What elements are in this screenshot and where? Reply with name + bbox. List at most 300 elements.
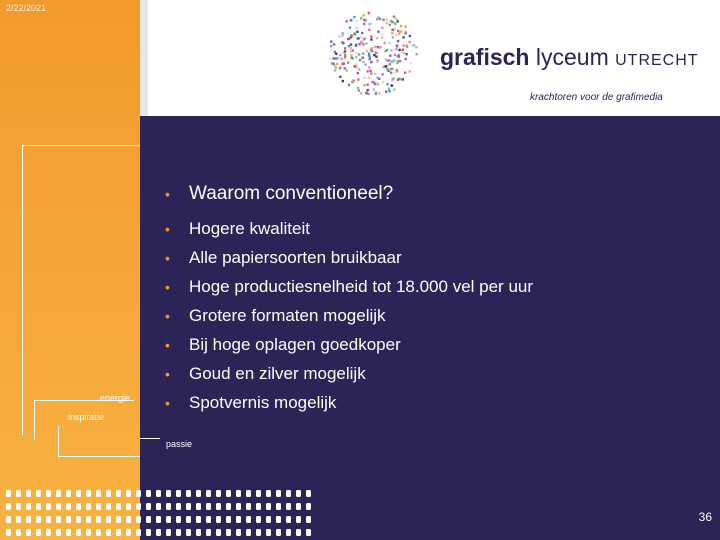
logo-dot	[391, 79, 393, 81]
list-item	[165, 330, 533, 359]
decor-word-inspiratie: inspiratie	[68, 412, 105, 422]
logo-dot	[363, 77, 365, 79]
list-item	[165, 388, 533, 417]
logo-dot	[384, 42, 386, 44]
pattern-dot	[256, 529, 261, 536]
logo-dot	[394, 28, 396, 30]
logo-dot	[396, 69, 398, 71]
logo-dot	[405, 58, 407, 60]
logo-dot	[405, 53, 407, 55]
pattern-dot	[236, 503, 241, 510]
logo-dot	[390, 72, 392, 74]
logo-dot	[406, 45, 408, 47]
pattern-dot	[116, 516, 121, 523]
logo-dot	[378, 92, 380, 94]
pattern-dot	[16, 503, 21, 510]
pattern-dot	[246, 529, 251, 536]
logo-dot	[390, 49, 392, 51]
pattern-dot	[196, 503, 201, 510]
logo-dot	[347, 38, 349, 40]
logo-dot	[394, 54, 396, 56]
logo-dot	[379, 46, 381, 48]
logo-dot	[366, 70, 368, 72]
list-item-text: Bij hoge oplagen goedkoper	[189, 334, 401, 354]
pattern-dot	[166, 490, 171, 497]
logo-dot	[366, 93, 368, 95]
logo-dot	[386, 49, 388, 51]
pattern-dot	[166, 529, 171, 536]
pattern-dot	[66, 529, 71, 536]
pattern-dot	[126, 516, 131, 523]
pattern-dot	[146, 490, 151, 497]
logo-dot	[391, 21, 393, 23]
logo-dot	[358, 53, 360, 55]
logo-dot	[382, 81, 384, 83]
pattern-dot	[276, 516, 281, 523]
logo-dot	[356, 20, 358, 22]
logo-dot	[388, 42, 390, 44]
logo-dot	[405, 25, 407, 27]
logo-dot	[357, 72, 359, 74]
pattern-dot	[296, 503, 301, 510]
logo-dot	[347, 62, 349, 64]
pattern-dot	[196, 516, 201, 523]
pattern-dot	[296, 516, 301, 523]
pattern-dot	[56, 516, 61, 523]
logo-dot	[376, 18, 378, 20]
logo-dot	[341, 34, 343, 36]
logo-dot	[400, 25, 402, 27]
logo-dot	[375, 56, 377, 58]
logo-dot	[368, 77, 370, 79]
logo-dot	[397, 40, 399, 42]
pattern-dot	[76, 490, 81, 497]
bullet-icon: •	[165, 336, 170, 353]
pattern-dot	[46, 516, 51, 523]
logo-dot	[370, 72, 372, 74]
logo-dot	[395, 34, 397, 36]
pattern-dot	[226, 490, 231, 497]
pattern-dot	[246, 516, 251, 523]
decor-line	[22, 145, 140, 146]
pattern-dot	[56, 529, 61, 536]
logo-dot	[377, 31, 379, 33]
logo-dot	[337, 57, 339, 59]
logo-dot	[344, 50, 346, 52]
logo-dot	[373, 54, 375, 56]
logo-dot	[369, 23, 371, 25]
logo-dot	[358, 89, 360, 91]
logo-dot	[382, 19, 384, 21]
pattern-dot	[36, 490, 41, 497]
logo-dot	[361, 32, 363, 34]
logo-dot	[342, 80, 344, 82]
logo-dot	[381, 37, 383, 39]
logo-city: UTRECHT	[615, 52, 699, 69]
logo-dot	[391, 61, 393, 63]
decor-line	[58, 456, 140, 457]
logo-dot	[410, 62, 412, 64]
logo-wordmark	[440, 44, 699, 71]
page-number: 36	[698, 510, 712, 524]
logo-dot	[391, 32, 393, 34]
logo-dot	[364, 63, 366, 65]
pattern-dot	[136, 516, 141, 523]
pattern-dot	[246, 490, 251, 497]
pattern-dot	[286, 529, 291, 536]
logo-dot	[341, 32, 343, 34]
logo-dot	[374, 46, 376, 48]
logo-dot	[356, 27, 358, 29]
logo-dot	[392, 36, 394, 38]
logo-dot	[343, 57, 345, 59]
logo-dot	[410, 44, 412, 46]
pattern-dot	[276, 490, 281, 497]
logo-dot	[395, 48, 397, 50]
pattern-dot	[136, 529, 141, 536]
logo-dot	[395, 18, 397, 20]
pattern-dot	[146, 529, 151, 536]
logo-dot	[358, 68, 360, 70]
logo-dot	[354, 65, 356, 67]
logo-dot	[333, 64, 335, 66]
logo-name-regular: lyceum	[535, 44, 609, 70]
pattern-dot	[6, 529, 11, 536]
decor-word-passie: passie	[166, 439, 193, 449]
pattern-dot	[6, 490, 11, 497]
pattern-dot	[66, 490, 71, 497]
pattern-dot	[106, 503, 111, 510]
pattern-dot	[116, 529, 121, 536]
logo-dot	[376, 76, 378, 78]
bullet-icon: •	[165, 220, 170, 237]
pattern-dot	[176, 529, 181, 536]
logo-dot	[400, 30, 402, 32]
pattern-dot	[256, 503, 261, 510]
logo-dot	[348, 84, 350, 86]
pattern-dot	[206, 516, 211, 523]
logo-dot	[415, 46, 417, 48]
bullet-icon: •	[165, 394, 170, 411]
logo-dot	[370, 38, 372, 40]
pattern-dot	[146, 516, 151, 523]
logo	[310, 0, 720, 116]
logo-dot	[369, 57, 371, 59]
bullet-icon: •	[165, 278, 170, 295]
slide-date: 2/22/2021	[6, 3, 47, 13]
list-item-text: Hoge productiesnelheid tot 18.000 vel per uur	[189, 276, 534, 296]
logo-dot	[376, 82, 378, 84]
pattern-dot	[96, 529, 101, 536]
pattern-dot	[296, 490, 301, 497]
logo-dot	[389, 55, 391, 57]
logo-dot	[338, 35, 340, 37]
pattern-dot	[46, 503, 51, 510]
pattern-dot	[276, 503, 281, 510]
pattern-dot	[196, 529, 201, 536]
logo-dot	[398, 33, 400, 35]
pattern-dot	[186, 503, 191, 510]
pattern-dot	[276, 529, 281, 536]
logo-dot	[409, 35, 411, 37]
logo-dot	[335, 66, 337, 68]
logo-dot	[377, 46, 379, 48]
logo-dot	[340, 58, 342, 60]
logo-dot	[402, 78, 404, 80]
pattern-dot	[246, 503, 251, 510]
pattern-dot	[106, 529, 111, 536]
list-item-text: Grotere formaten mogelijk	[189, 305, 386, 325]
logo-dot	[394, 23, 396, 25]
pattern-dot	[296, 529, 301, 536]
pattern-dot	[76, 529, 81, 536]
dot-cloud-icon	[310, 0, 440, 110]
pattern-dot	[266, 529, 271, 536]
pattern-dot	[306, 503, 311, 510]
logo-dot	[393, 71, 395, 73]
logo-dot	[350, 43, 352, 45]
pattern-dot	[236, 529, 241, 536]
logo-dot	[397, 79, 399, 81]
pattern-dot	[156, 516, 161, 523]
decor-line	[140, 438, 160, 439]
bullet-icon: •	[165, 365, 170, 382]
logo-dot	[362, 61, 364, 63]
pattern-dot	[176, 490, 181, 497]
pattern-dot	[56, 503, 61, 510]
logo-dot	[388, 88, 390, 90]
logo-dot	[387, 68, 389, 70]
logo-dot	[346, 69, 348, 71]
pattern-dot	[26, 490, 31, 497]
logo-dot	[371, 50, 373, 52]
pattern-dot	[206, 503, 211, 510]
logo-dot	[359, 59, 361, 61]
pattern-dot	[286, 490, 291, 497]
logo-dot	[368, 29, 370, 31]
pattern-dot	[36, 503, 41, 510]
logo-dot	[381, 27, 383, 29]
pattern-dot	[216, 503, 221, 510]
orange-side-panel	[0, 0, 140, 540]
logo-dot	[381, 33, 383, 35]
logo-name-bold: grafisch	[440, 44, 530, 70]
logo-dot	[368, 53, 370, 55]
logo-dot	[396, 44, 398, 46]
logo-dot	[376, 37, 378, 39]
logo-dot	[368, 12, 370, 14]
logo-dot	[386, 19, 388, 21]
pattern-dot	[106, 516, 111, 523]
pattern-dot	[96, 490, 101, 497]
pattern-dot	[216, 516, 221, 523]
logo-dot	[375, 93, 377, 95]
logo-dot	[363, 19, 365, 21]
list-item	[165, 272, 533, 301]
logo-dot	[386, 22, 388, 24]
logo-dot	[366, 89, 368, 91]
logo-dot	[391, 29, 393, 31]
logo-dot	[397, 20, 399, 22]
pattern-dot	[226, 516, 231, 523]
list-item	[165, 359, 533, 388]
logo-dot	[365, 42, 367, 44]
pattern-dot	[66, 516, 71, 523]
pattern-dot	[6, 503, 11, 510]
logo-dot	[334, 69, 336, 71]
logo-dot	[331, 62, 333, 64]
pattern-dot	[76, 516, 81, 523]
pattern-dot	[136, 490, 141, 497]
logo-dot	[409, 70, 411, 72]
logo-dot	[367, 84, 369, 86]
list-item-text: Alle papiersoorten bruikbaar	[189, 247, 402, 267]
logo-dot	[349, 47, 351, 49]
logo-dot	[330, 40, 332, 42]
pattern-dot	[226, 529, 231, 536]
logo-dot	[330, 49, 332, 51]
logo-dot	[355, 56, 357, 58]
pattern-dot	[26, 516, 31, 523]
logo-dot	[388, 59, 390, 61]
pattern-dot	[196, 490, 201, 497]
pattern-dot	[6, 516, 11, 523]
pattern-dot	[236, 516, 241, 523]
logo-dot	[339, 76, 341, 78]
pattern-dot	[306, 490, 311, 497]
logo-dot	[398, 55, 400, 57]
pattern-dot	[306, 529, 311, 536]
logo-dot	[385, 58, 387, 60]
logo-dot	[362, 52, 364, 54]
logo-dot	[389, 24, 391, 26]
logo-dot	[404, 32, 406, 34]
slide-content	[165, 180, 533, 417]
pattern-dot	[286, 503, 291, 510]
logo-dot	[374, 73, 376, 75]
pattern-dot	[226, 503, 231, 510]
pattern-dot	[266, 490, 271, 497]
pattern-dot	[126, 529, 131, 536]
logo-dot	[390, 68, 392, 70]
logo-dot	[341, 60, 343, 62]
pattern-dot	[76, 503, 81, 510]
logo-dot	[369, 70, 371, 72]
logo-dot	[346, 20, 348, 22]
logo-dot	[398, 49, 400, 51]
pattern-dot	[86, 529, 91, 536]
logo-dot	[356, 31, 358, 33]
logo-dot	[351, 81, 353, 83]
pattern-dot	[156, 503, 161, 510]
pattern-dot	[136, 503, 141, 510]
logo-dot	[352, 57, 354, 59]
pattern-dot	[186, 490, 191, 497]
logo-dot	[366, 50, 368, 52]
logo-dot	[350, 50, 352, 52]
logo-dot	[355, 44, 357, 46]
logo-dot	[403, 45, 405, 47]
pattern-dot	[156, 529, 161, 536]
logo-dot	[373, 88, 375, 90]
logo-dot	[408, 41, 410, 43]
pattern-dot	[126, 490, 131, 497]
logo-dot	[389, 63, 391, 65]
bullet-icon: •	[165, 186, 170, 202]
pattern-dot	[36, 529, 41, 536]
logo-dot	[334, 51, 336, 53]
pattern-dot	[186, 516, 191, 523]
logo-dot	[344, 47, 346, 49]
logo-dot	[370, 35, 372, 37]
pattern-dot	[36, 516, 41, 523]
pattern-dot	[46, 529, 51, 536]
pattern-dot	[266, 503, 271, 510]
logo-dot	[333, 43, 335, 45]
logo-dot	[360, 17, 362, 19]
pattern-dot	[126, 503, 131, 510]
pattern-dot	[256, 516, 261, 523]
logo-dot	[393, 88, 395, 90]
logo-dot	[371, 47, 373, 49]
logo-dot	[360, 36, 362, 38]
logo-dot	[402, 36, 404, 38]
logo-dot	[330, 45, 332, 47]
pattern-dot	[236, 490, 241, 497]
list-item-text: Goud en zilver mogelijk	[189, 363, 366, 383]
decor-line	[58, 426, 59, 456]
logo-dot	[397, 60, 399, 62]
logo-dot	[368, 66, 370, 68]
list-item-text: Hogere kwaliteit	[189, 218, 310, 238]
bullet-icon: •	[165, 307, 170, 324]
pattern-dot	[16, 490, 21, 497]
logo-dot	[393, 16, 395, 18]
pattern-dot	[186, 529, 191, 536]
pattern-dot	[56, 490, 61, 497]
pattern-dot	[86, 503, 91, 510]
logo-dot	[353, 16, 355, 18]
logo-dot	[344, 67, 346, 69]
logo-dot	[354, 32, 356, 34]
logo-dot	[339, 54, 341, 56]
slide-title	[165, 180, 533, 208]
pattern-dot	[206, 490, 211, 497]
logo-dot	[363, 23, 365, 25]
logo-dot	[357, 37, 359, 39]
bullet-list	[165, 214, 533, 417]
list-item	[165, 214, 533, 243]
pattern-dot	[176, 516, 181, 523]
pattern-dot	[116, 503, 121, 510]
pattern-dot	[156, 490, 161, 497]
decor-line	[34, 400, 35, 440]
logo-dot	[360, 92, 362, 94]
logo-dot	[333, 57, 335, 59]
logo-dot	[357, 78, 359, 80]
pattern-dot	[146, 503, 151, 510]
pattern-dot	[206, 529, 211, 536]
logo-dot	[363, 84, 365, 86]
pattern-dot	[266, 516, 271, 523]
logo-dot	[350, 34, 352, 36]
pattern-dot	[96, 503, 101, 510]
logo-dot	[344, 54, 346, 56]
bullet-icon: •	[165, 249, 170, 266]
pattern-dot	[66, 503, 71, 510]
logo-dot	[397, 30, 399, 32]
pattern-dot	[46, 490, 51, 497]
